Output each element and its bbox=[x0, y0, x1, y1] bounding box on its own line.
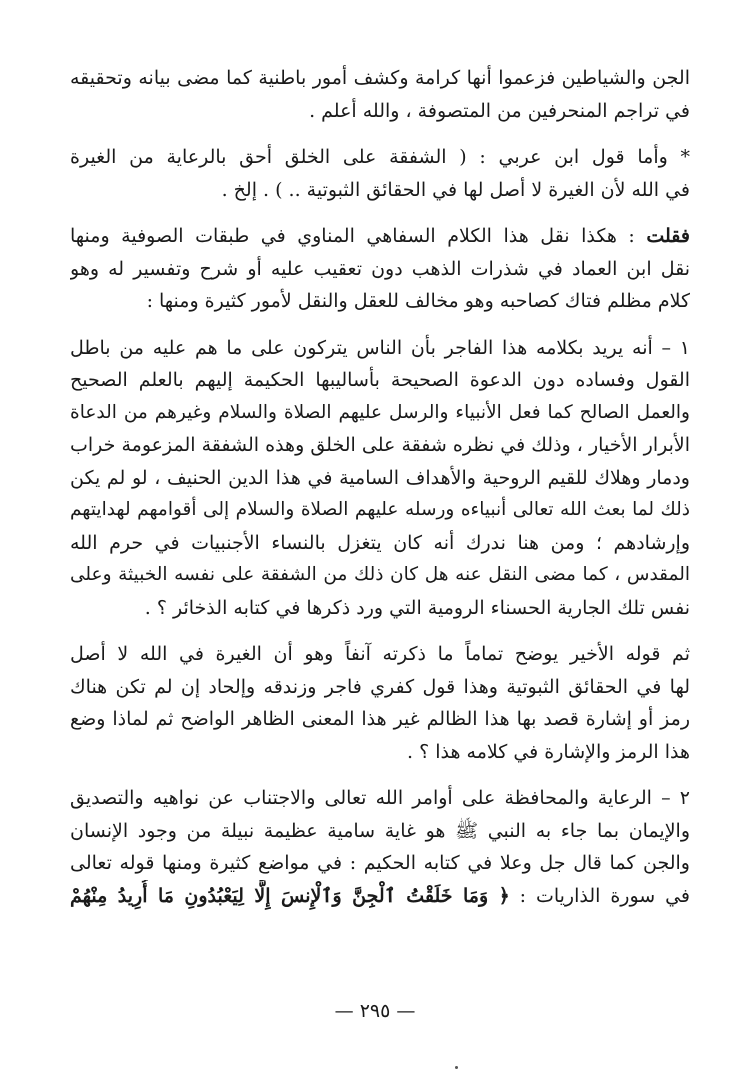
text-line: والجن كما قال جل وعلا في كتابه الحكيم : في مواضع كثيرة ومنها قوله تعالى bbox=[70, 852, 690, 874]
text-line: * وأما قول ابن عربي : ( الشفقة على الخلق أحق بالرعاية من الغيرة bbox=[70, 146, 690, 168]
quran-verse: ﴿ وَمَا خَلَقْتُ ٱلْجِنَّ وَٱلْإِنسَ إِلَّا لِيَعْبُدُونِ مَا أُرِيدُ مِنْهُمْ bbox=[70, 884, 510, 907]
paragraph-ibn-arabi-quote bbox=[70, 141, 690, 206]
text-line: رمز أو إشارة قصد بها هذا الظالم غير هذا المعنى الظاهر الواضح ثم لماذا وضع bbox=[70, 708, 690, 730]
text-line: كلام مظلم فتاك كصاحبه وهو مخالف للعقل والنقل لأمور كثيرة ومنها : bbox=[146, 290, 690, 312]
text-line: ودمار وهلاك للقيم الروحية والأهداف السامية في هذا الدين الحنيف ، لو لم يكن bbox=[70, 466, 690, 489]
text-line: في الله لأن الغيرة لا أصل لها في الحقائق الثبوتية .. ) . إلخ . bbox=[221, 178, 690, 201]
document-page bbox=[70, 62, 690, 912]
text-line: الجن والشياطين فزعموا أنها كرامة وكشف أمور باطنية كما مضى بيانه وتحقيقه bbox=[70, 67, 690, 89]
lead-word: فقلت bbox=[646, 225, 690, 247]
paragraph-intro bbox=[70, 62, 690, 127]
text-line: لها في الحقائق الثبوتية وهذا قول كفري فاجر وزندقه وإلحاد إن لم تكن هناك bbox=[70, 675, 690, 698]
text-line: هذا الرمز والإشارة في كلامه هذا ؟ . bbox=[407, 740, 690, 763]
text-line: نقل ابن العماد في شذرات الذهب دون تعقيب عليه أو شرح وتفسير له وهو bbox=[70, 257, 690, 280]
paragraph-point-2 bbox=[70, 782, 690, 912]
text-line: والإيمان بما جاء به النبي ﷺ هو غاية سامية عظيمة نبيلة من وجود الإنسان bbox=[70, 819, 690, 842]
text-line: نفس تلك الجارية الحسناء الرومية التي ورد ذكرها في كتابه الذخائر ؟ . bbox=[144, 596, 690, 619]
text-line: الأبرار الأخيار ، وذلك في نظره شفقة على الخلق وهذه الشفقة المزعومة خراب bbox=[70, 434, 690, 456]
paragraph-jealousy bbox=[70, 638, 690, 768]
text-line bbox=[70, 880, 690, 913]
scan-speck bbox=[455, 1066, 458, 1069]
text-line: ذلك لما بعث الله تعالى أنبياءه ورسله عليهم الصلاة والسلام إلى أقوامهم لهدايتهم bbox=[70, 499, 690, 520]
text-line bbox=[70, 220, 690, 253]
text-line: في تراجم المنحرفين من المتصوفة ، والله أعلم . bbox=[309, 99, 690, 122]
text-line: ١ – أنه يريد بكلامه هذا الفاجر بأن الناس يتركون على ما هم عليه من باطل bbox=[70, 336, 690, 359]
text-line: القول وفساده دون الدعوة الصحيحة بأساليبها الحكيمة إليهم بالعلم الصحيح bbox=[70, 369, 690, 391]
text-fragment: : هكذا نقل هذا الكلام السفاهي المناوي في طبقات الصوفية ومنها bbox=[70, 225, 635, 247]
text-line: المقدس ، كما مضى النقل عنه هل كان ذلك من الشفقة على نفسه الخبيثة وعلى bbox=[70, 564, 690, 585]
paragraph-response bbox=[70, 220, 690, 318]
text-line: ثم قوله الأخير يوضح تماماً ما ذكرته آنفاً وهو أن الغيرة في الله لا أصل bbox=[70, 643, 690, 665]
text-line: ٢ – الرعاية والمحافظة على أوامر الله تعالى والاجتناب عن نواهيه والتصديق bbox=[70, 787, 690, 809]
page-number: — ٢٩٥ — bbox=[334, 1000, 416, 1022]
text-line: والعمل الصالح كما فعل الأنبياء والرسل عليهم الصلاة والسلام وغيرهم من الدعاة bbox=[70, 401, 690, 423]
text-line: وإرشادهم ؛ ومن هنا ندرك أنه كان يتغزل بالنساء الأجنبيات في حرم الله bbox=[70, 531, 690, 554]
text-fragment: في سورة الذاريات : bbox=[519, 884, 690, 907]
paragraph-point-1 bbox=[70, 332, 690, 625]
